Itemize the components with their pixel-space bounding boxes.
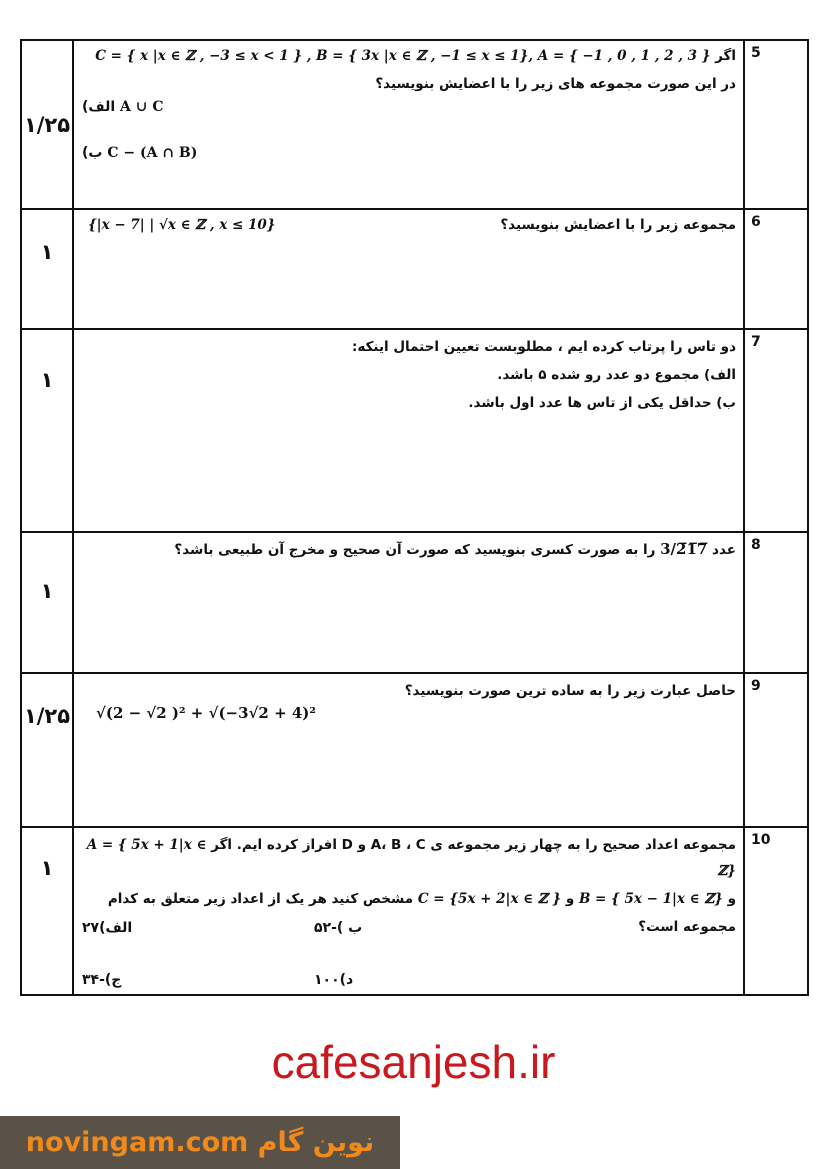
question-line: در این صورت مجموعه های زیر را با اعضایش بنویسید؟	[375, 76, 736, 92]
connector: و	[565, 891, 575, 907]
question-body	[73, 827, 744, 995]
question-row-9	[21, 673, 808, 827]
question-row-6	[21, 209, 808, 329]
question-math: √(2 − √2 )² + √(−3√2 + 4)²	[96, 704, 316, 722]
question-number: 7	[744, 329, 808, 532]
part-a-label: الف)	[82, 99, 116, 115]
question-body	[73, 673, 744, 827]
set-b-math: B = { 5x − 1|x ∈ ℤ}	[578, 891, 723, 907]
question-line	[74, 884, 743, 912]
question-math: {|x − 7| | √x ∈ ℤ , x ≤ 10}	[88, 217, 276, 233]
question-text: را به صورت کسری بنویسید که صورت آن صحیح و مخرج آن طبیعی باشد؟	[174, 542, 656, 558]
question-number: 9	[744, 673, 808, 827]
question-row-7	[21, 329, 808, 532]
question-line: دو تاس را پرتاب کرده ایم ، مطلوبست تعیین احتمال اینکه:	[352, 339, 736, 355]
question-line: ب) حداقل یکی از تاس ها عدد اول باشد.	[468, 395, 736, 411]
stem-math: C = { x |x ∈ ℤ , −3 ≤ x < 1 } , B = { 3x |x ∈ ℤ , −1 ≤ x ≤ 1}, A = { −1 , 0 , 1 , 2 , 3 }	[95, 48, 711, 64]
score-cell: ۱	[21, 827, 73, 995]
option-d: د)۱۰۰	[314, 972, 354, 988]
question-body	[73, 532, 744, 673]
part-a-math: A ∪ C	[120, 99, 164, 115]
score-cell: ۱	[21, 209, 73, 329]
question-row-10	[21, 827, 808, 995]
score-cell: ۱	[21, 532, 73, 673]
set-a-math: A = { 5x + 1|x ∈ ℤ}	[86, 837, 736, 879]
options-row	[74, 972, 743, 992]
question-text: مجموعه اعداد صحیح را به چهار زیر مجموعه ی A، B ، C و D افراز کرده ایم. اگر	[211, 837, 736, 853]
question-stem	[74, 41, 743, 69]
question-number: 5	[744, 40, 808, 209]
part-b-label: ب)	[82, 145, 103, 161]
question-line: مجموعه است؟	[638, 919, 736, 935]
part-b-math: C − (A ∩ B)	[107, 145, 198, 161]
option-a: الف)۲۷	[82, 920, 133, 936]
exam-table	[20, 39, 809, 996]
score-cell: ۱	[21, 329, 73, 532]
options-row	[74, 920, 743, 940]
question-row-5	[21, 40, 808, 209]
question-body	[73, 329, 744, 532]
question-stem	[74, 533, 743, 563]
question-number: 8	[744, 532, 808, 673]
option-c: ج)-۳۴	[82, 972, 122, 988]
question-number: 6	[744, 209, 808, 329]
question-line	[74, 828, 743, 884]
part-a	[74, 99, 743, 115]
question-row-8	[21, 532, 808, 673]
question-stem	[74, 210, 743, 238]
question-prefix: عدد	[712, 542, 736, 558]
option-b: ب )-۵۲	[314, 920, 363, 936]
publisher-banner: novingam.com نوین گام	[0, 1116, 400, 1169]
connector: و	[727, 891, 736, 907]
question-line: الف) مجموع دو عدد رو شده ۵ باشد.	[497, 367, 736, 383]
stem-prefix: اگر	[715, 48, 736, 64]
question-math: 3/2̅1̅7̅	[660, 540, 708, 558]
score-cell: ۱/۲۵	[21, 673, 73, 827]
question-text: مشخص کنید هر یک از اعداد زیر متعلق به کدام	[107, 891, 414, 907]
question-body	[73, 209, 744, 329]
question-text: مجموعه زیر را با اعضایش بنویسید؟	[500, 217, 736, 233]
question-body	[73, 40, 744, 209]
question-line: حاصل عبارت زیر را به ساده ترین صورت بنویسید؟	[404, 683, 736, 699]
website-watermark: cafesanjesh.ir	[271, 1036, 556, 1088]
question-number: 10	[744, 827, 808, 995]
score-cell: ۱/۲۵	[21, 40, 73, 209]
part-b	[74, 145, 743, 161]
set-c-math: C = {5x + 2|x ∈ ℤ }	[417, 891, 562, 907]
